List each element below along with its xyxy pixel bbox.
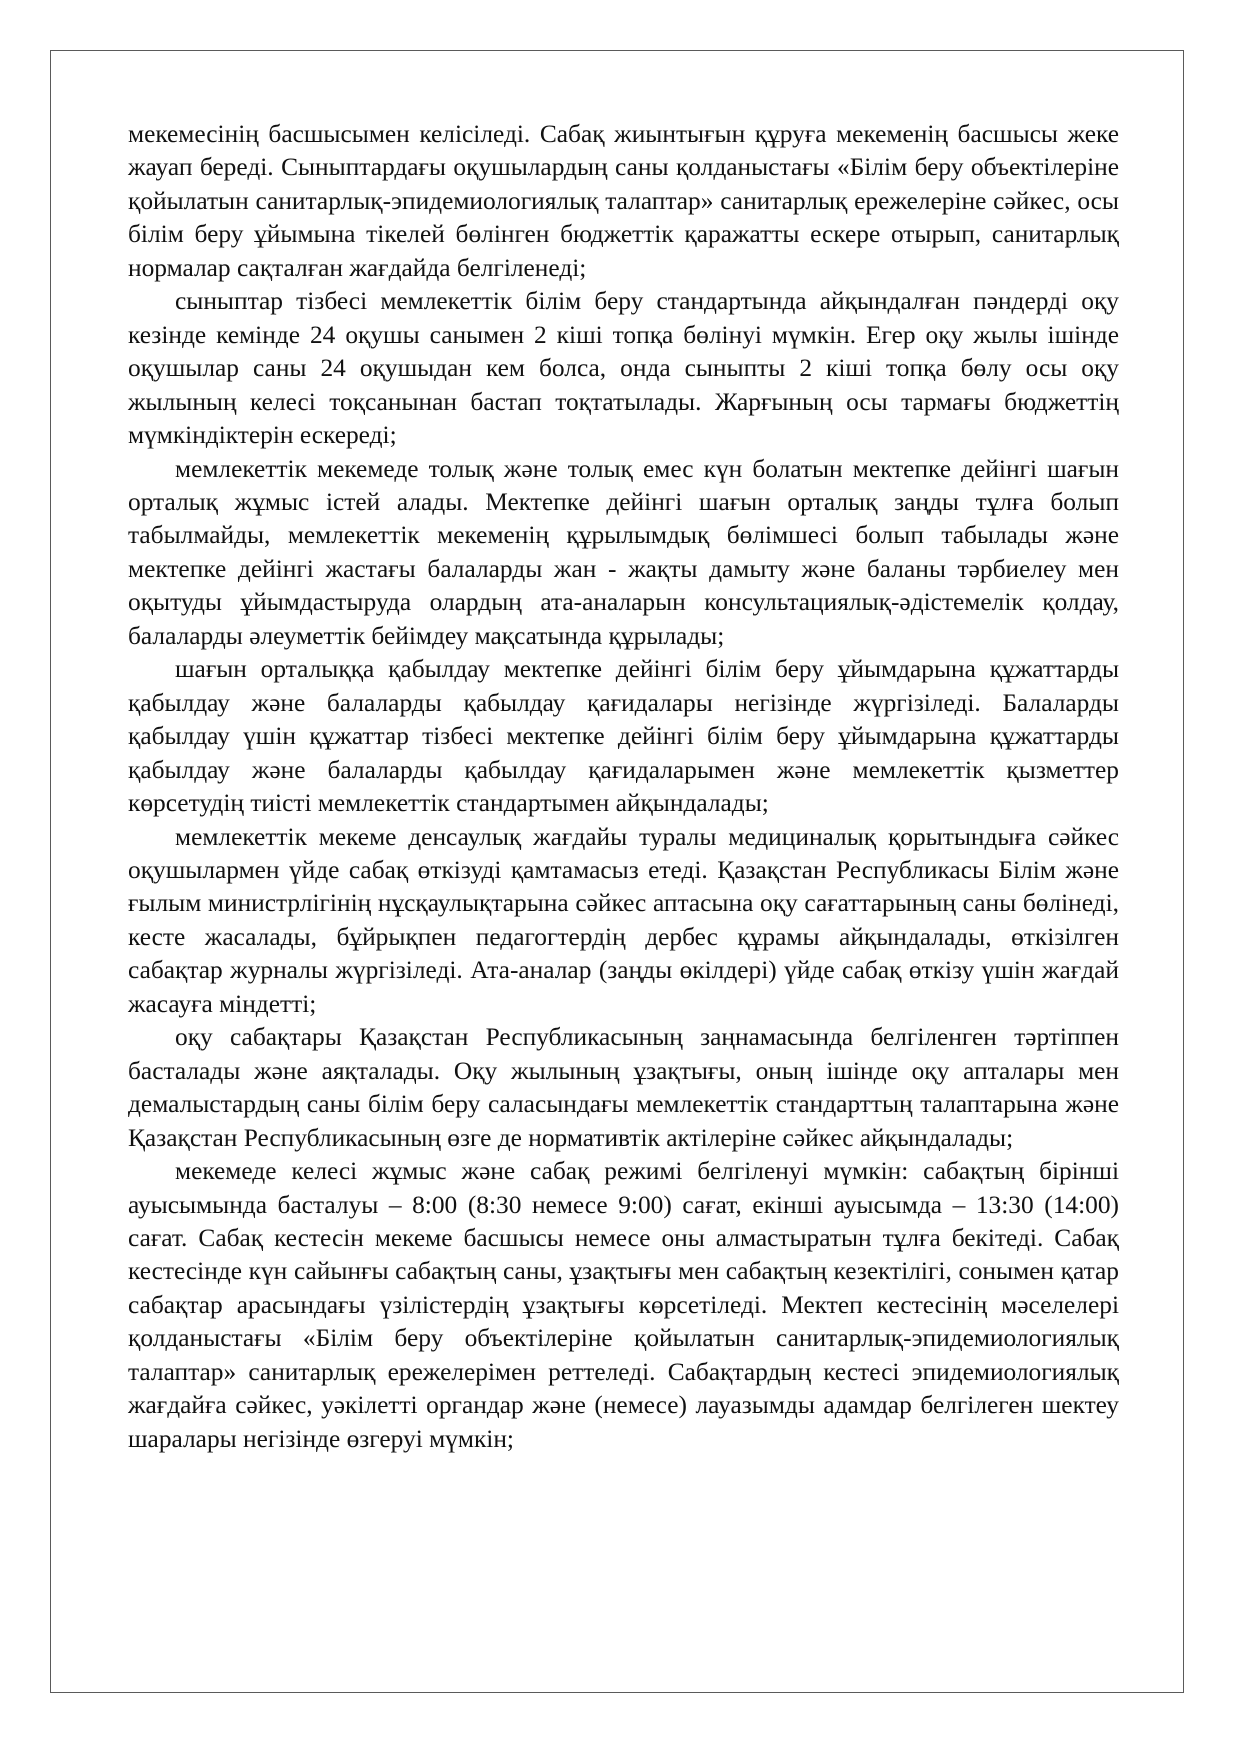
paragraph-1: мекемесінің басшысымен келісіледі. Сабақ жиынтығын құруға мекеменің басшысы жеке жауап береді. Сыныптардағы оқушылардың саны қолданыстағы «Білім беру объектілеріне қойылатын санитарлық-эпидемиологиялық талаптар» санитарлық ережелеріне сәйкес, осы білім беру ұйымына тікелей бөлінген бюджеттік қаражатты ескере отырып, санитарлық нормалар сақталған жағдайда белгіленеді; (128, 120, 1119, 282)
document-body (128, 118, 1119, 1456)
paragraph-3: мемлекеттік мекемеде толық және толық емес күн болатын мектепке дейінгі шағын орталық жұмыс істей алады. Мектепке дейінгі шағын орталық заңды тұлға болып табылмайды, мемлекеттік мекеменің құрылымдық бөлімшесі болып табылады және мектепке дейінгі жастағы балаларды жан - жақты дамыту және баланы тәрбиелеу мен оқытуды ұйымдастыруда олардың ата-аналарын консультациялық-әдістемелік қолдау, балаларды әлеуметтік бейімдеу мақсатында құрылады; (128, 454, 1119, 650)
paragraph-2: сыныптар тізбесі мемлекеттік білім беру стандартында айқындалған пәндерді оқу кезінде кемінде 24 оқушы санымен 2 кіші топқа бөлінуі мүмкін. Егер оқу жылы ішінде оқушылар саны 24 оқушыдан кем болса, онда сыныпты 2 кіші топқа бөлу осы оқу жылының келесі тоқсанынан бастап тоқтатылады. Жарғының осы тармағы бюджеттің мүмкіндіктерін ескереді; (128, 287, 1119, 450)
paragraph-4: шағын орталыққа қабылдау мектепке дейінгі білім беру ұйымдарына құжаттарды қабылдау және балаларды қабылдау қағидалары негізінде жүргізіледі. Балаларды қабылдау үшін құжаттар тізбесі мектепке дейінгі білім беру ұйымдарына құжаттарды қабылдау және балаларды қабылдау қағидаларымен және мемлекеттік қызметтер көрсетудің тиісті мемлекеттік стандартымен айқындалады; (128, 655, 1119, 818)
paragraph-5: мемлекеттік мекеме денсаулық жағдайы туралы медициналық қорытындыға сәйкес оқушылармен үйде сабақ өткізуді қамтамасыз етеді. Қазақстан Республикасы Білім және ғылым министрлігінің нұсқаулықтарына сәйкес аптасына оқу сағаттарының саны бөлінеді, кесте жасалады, бұйрықпен педагогтердің дербес құрамы айқындалады, өткізілген сабақтар журналы жүргізіледі. Ата-аналар (заңды өкілдері) үйде сабақ өткізу үшін жағдай жасауға міндетті; (128, 822, 1119, 1018)
paragraph-6: оқу сабақтары Қазақстан Республикасының заңнамасында белгіленген тәртіппен басталады және аяқталады. Оқу жылының ұзақтығы, оның ішінде оқу апталары мен демалыстардың саны білім беру саласындағы мемлекеттік стандарттың талаптарына және Қазақстан Республикасының өзге де нормативтік актілеріне сәйкес айқындалады; (128, 1023, 1119, 1152)
paragraph-7: мекемеде келесі жұмыс және сабақ режимі белгіленуі мүмкін: сабақтың бірінші ауысымында басталуы – 8:00 (8:30 немесе 9:00) сағат, екінші ауысымда – 13:30 (14:00) сағат. Сабақ кестесін мекеме басшысы немесе оны алмастыратын тұлға бекітеді. Сабақ кестесінде күн сайынғы сабақтың саны, ұзақтығы мен сабақтың кезектілігі, сонымен қатар сабақтар арасындағы үзілістердің ұзақтығы көрсетіледі. Мектеп кестесінің мәселелері қолданыстағы «Білім беру объектілеріне қойылатын санитарлық-эпидемиологиялық талаптар» санитарлық ережелерімен реттеледі. Сабақтардың кестесі эпидемиологиялық жағдайға сәйкес, уәкілетті органдар және (немесе) лауазымды адамдар белгілеген шектеу шаралары негізінде өзгеруі мүмкін; (128, 1157, 1119, 1453)
